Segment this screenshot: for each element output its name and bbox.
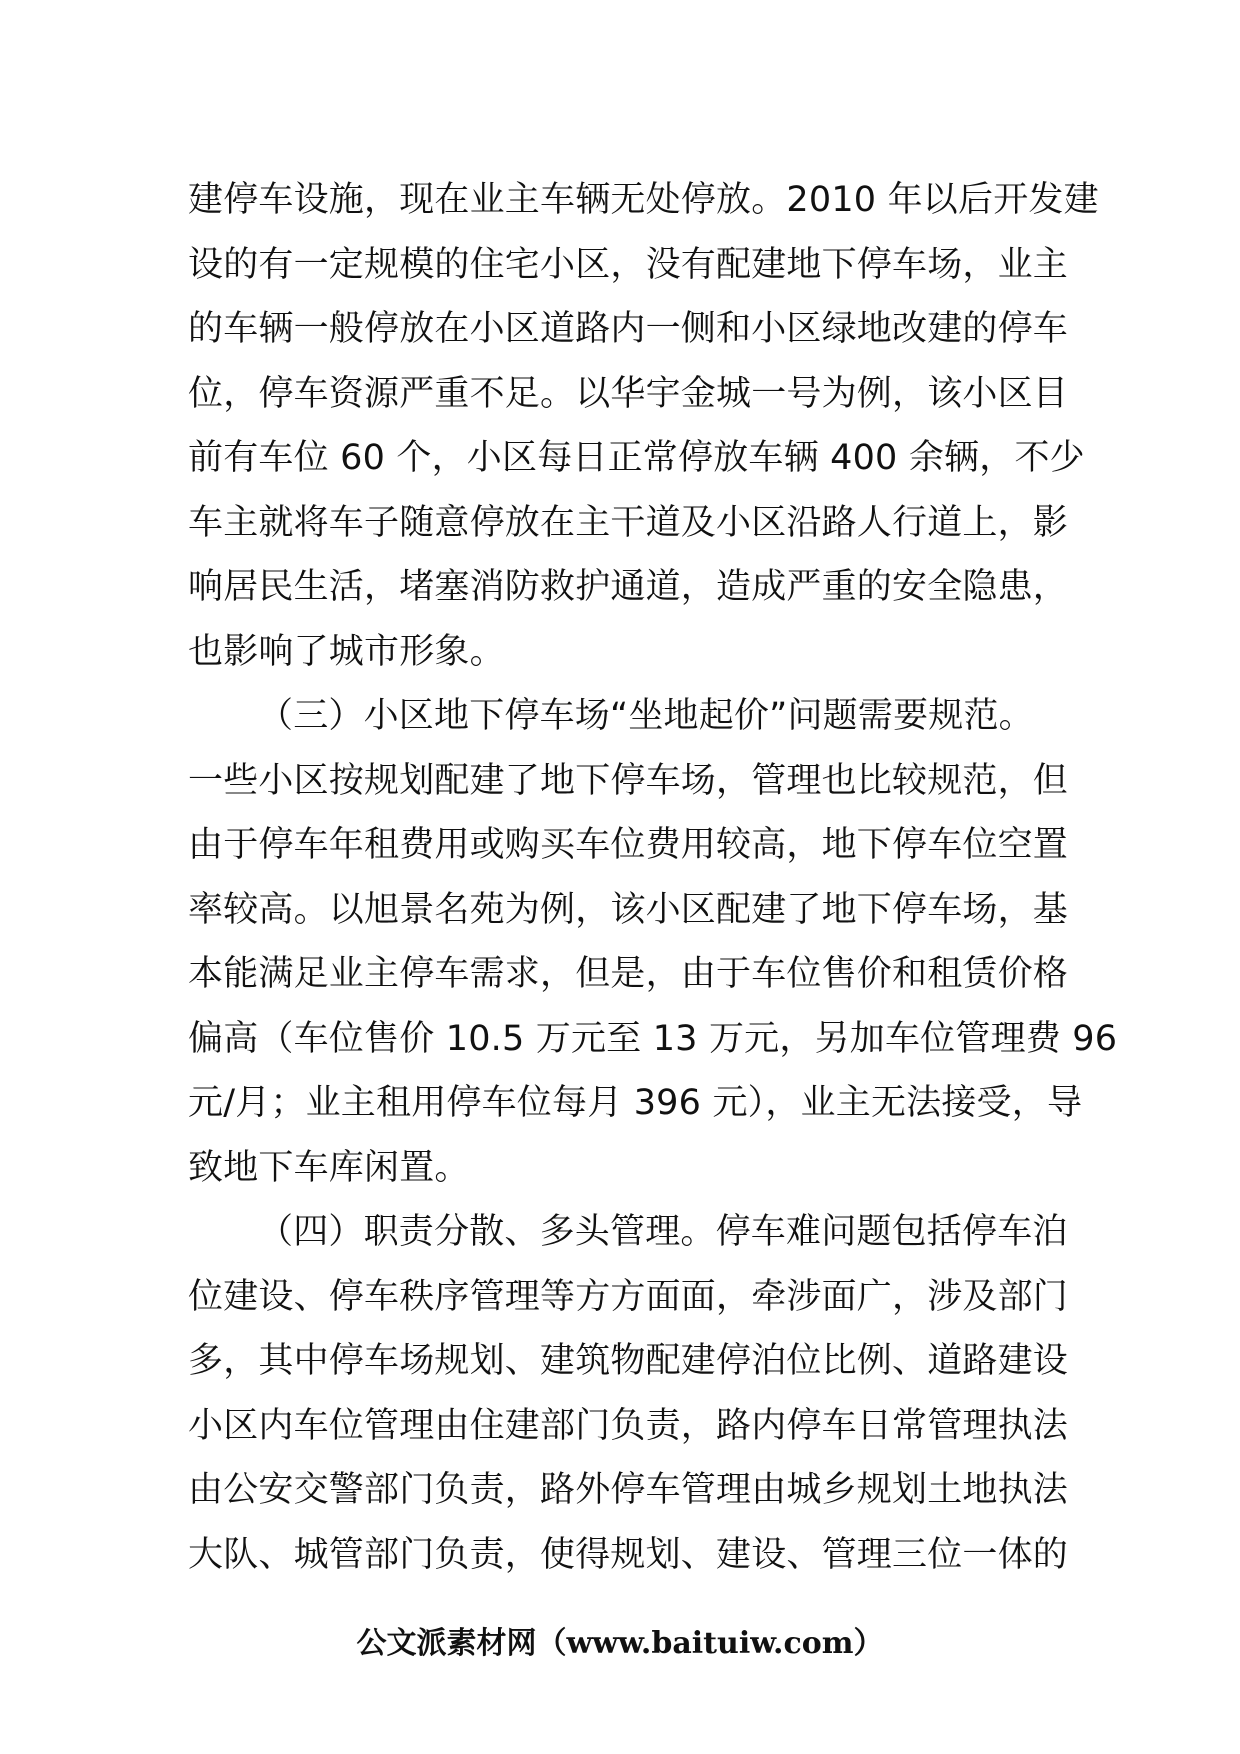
text-line: 前有车位 60 个，小区每日正常停放车辆 400 余辆，不少 [188, 438, 1085, 478]
text-line: 由于停车年租费用或购买车位费用较高，地下停车位空置 [188, 825, 1069, 865]
text-line: 小区内车位管理由住建部门负责，路内停车日常管理执法 [188, 1405, 1069, 1446]
footer-watermark: 公文派素材网（www.baituiw.com） [356, 1626, 884, 1661]
text-line: 一些小区按规划配建了地下停车场，管理也比较规范，但 [188, 760, 1069, 801]
text-line: 致地下车库闲置。 [188, 1147, 470, 1188]
text-line: 偏高（车位售价 10.5 万元至 13 万元，另加车位管理费 96 [188, 1018, 1118, 1059]
text-line: 元/月；业主租用停车位每月 396 元），业主无法接受，导 [188, 1083, 1083, 1123]
text-line: 车主就将车子随意停放在主干道及小区沿路人行道上，影 [188, 502, 1069, 543]
text-line: 设的有一定规模的住宅小区，没有配建地下停车场，业主 [188, 244, 1069, 285]
text-line: 多，其中停车场规划、建筑物配建停泊位比例、道路建设 [188, 1341, 1069, 1381]
section-heading-line: （三）小区地下停车场“坐地起价”问题需要规范。 [258, 696, 1034, 736]
text-line: 响居民生活，堵塞消防救护通道，造成严重的安全隐患， [188, 567, 1069, 607]
section-heading-line: （四）职责分散、多头管理。停车难问题包括停车泊 [258, 1212, 1068, 1252]
text-line: 由公安交警部门负责，路外停车管理由城乡规划土地执法 [188, 1470, 1069, 1510]
text-line: 大队、城管部门负责，使得规划、建设、管理三位一体的 [188, 1534, 1069, 1575]
text-line: 本能满足业主停车需求，但是，由于车位售价和租赁价格 [188, 954, 1069, 994]
text-line: 位建设、停车秩序管理等方方面面，牵涉面广，涉及部门 [188, 1276, 1069, 1317]
document-body [188, 168, 1118, 1587]
text-line: 建停车设施，现在业主车辆无处停放。2010 年以后开发建 [188, 180, 1099, 220]
text-line: 位，停车资源严重不足。以华宇金城一号为例，该小区目 [188, 373, 1069, 414]
text-line: 率较高。以旭景名苑为例，该小区配建了地下停车场，基 [188, 889, 1069, 930]
text-line: 也影响了城市形象。 [188, 631, 505, 672]
text-line: 的车辆一般停放在小区道路内一侧和小区绿地改建的停车 [188, 309, 1069, 349]
